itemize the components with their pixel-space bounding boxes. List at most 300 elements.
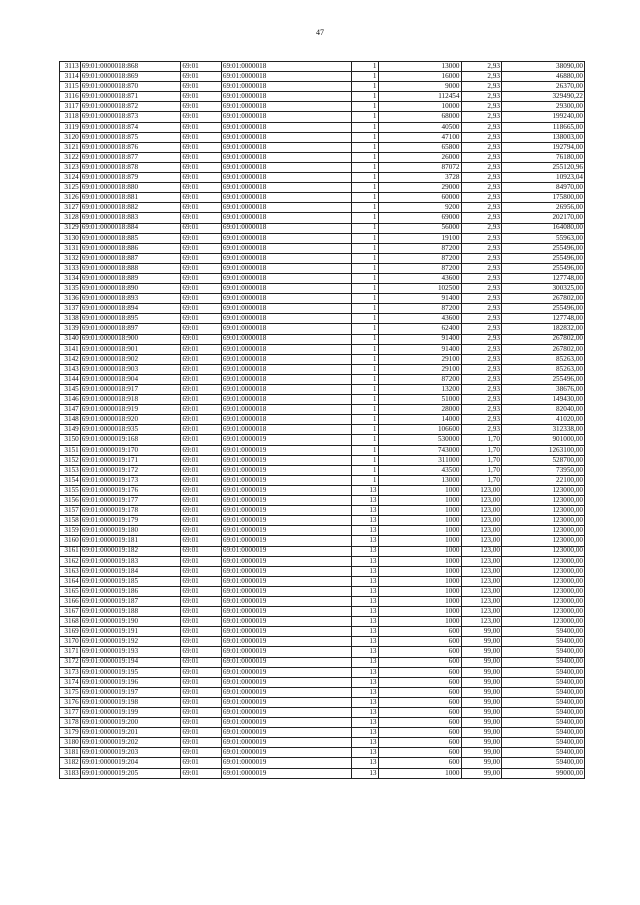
cadastral-value-cell: 38090,00 xyxy=(501,62,584,72)
cadastral-district-cell: 69:01 xyxy=(181,475,221,485)
cadastral-district-cell: 69:01 xyxy=(181,445,221,455)
table-row xyxy=(60,253,585,263)
cadastral-block-cell: 69:01:0000018 xyxy=(221,183,351,193)
cadastral-district-cell: 69:01 xyxy=(181,566,221,576)
cadastral-block-cell: 69:01:0000019 xyxy=(221,627,351,637)
rate-cell: 2,93 xyxy=(461,273,501,283)
cadastral-block-cell: 69:01:0000018 xyxy=(221,304,351,314)
cadastral-block-cell: 69:01:0000018 xyxy=(221,162,351,172)
cadastral-number-cell: 69:01:0000019:195 xyxy=(80,667,181,677)
table-row xyxy=(60,617,585,627)
area-cell: 1000 xyxy=(378,526,461,536)
category-cell: 1 xyxy=(351,405,378,415)
rate-cell: 123,00 xyxy=(461,617,501,627)
row-number-cell: 3176 xyxy=(60,697,81,707)
rate-cell: 2,93 xyxy=(461,183,501,193)
rate-cell: 99,00 xyxy=(461,718,501,728)
cadastral-number-cell: 69:01:0000018:919 xyxy=(80,405,181,415)
cadastral-number-cell: 69:01:0000019:197 xyxy=(80,687,181,697)
cadastral-district-cell: 69:01 xyxy=(181,596,221,606)
cadastral-value-cell: 59400,00 xyxy=(501,708,584,718)
cadastral-block-cell: 69:01:0000018 xyxy=(221,72,351,82)
rate-cell: 2,93 xyxy=(461,253,501,263)
category-cell: 1 xyxy=(351,112,378,122)
table-row xyxy=(60,395,585,405)
table-row xyxy=(60,102,585,112)
cadastral-block-cell: 69:01:0000018 xyxy=(221,243,351,253)
cadastral-number-cell: 69:01:0000018:887 xyxy=(80,253,181,263)
row-number-cell: 3136 xyxy=(60,294,81,304)
cadastral-block-cell: 69:01:0000018 xyxy=(221,223,351,233)
table-row xyxy=(60,526,585,536)
row-number-cell: 3118 xyxy=(60,112,81,122)
category-cell: 1 xyxy=(351,273,378,283)
cadastral-value-cell: 59400,00 xyxy=(501,697,584,707)
cadastral-value-cell: 73950,00 xyxy=(501,465,584,475)
rate-cell: 2,93 xyxy=(461,213,501,223)
row-number-cell: 3132 xyxy=(60,253,81,263)
category-cell: 1 xyxy=(351,162,378,172)
category-cell: 13 xyxy=(351,546,378,556)
rate-cell: 123,00 xyxy=(461,485,501,495)
table-row xyxy=(60,142,585,152)
cadastral-number-cell: 69:01:0000018:872 xyxy=(80,102,181,112)
cadastral-block-cell: 69:01:0000019 xyxy=(221,455,351,465)
cadastral-district-cell: 69:01 xyxy=(181,62,221,72)
cadastral-value-cell: 59400,00 xyxy=(501,687,584,697)
cadastral-value-cell: 76180,00 xyxy=(501,152,584,162)
area-cell: 600 xyxy=(378,728,461,738)
cadastral-value-cell: 202170,00 xyxy=(501,213,584,223)
cadastral-district-cell: 69:01 xyxy=(181,132,221,142)
category-cell: 1 xyxy=(351,364,378,374)
rate-cell: 2,93 xyxy=(461,72,501,82)
rate-cell: 2,93 xyxy=(461,395,501,405)
rate-cell: 1,70 xyxy=(461,465,501,475)
rate-cell: 123,00 xyxy=(461,556,501,566)
cadastral-number-cell: 69:01:0000019:186 xyxy=(80,586,181,596)
table-row xyxy=(60,173,585,183)
category-cell: 13 xyxy=(351,697,378,707)
cadastral-number-cell: 69:01:0000019:196 xyxy=(80,677,181,687)
rate-cell: 2,93 xyxy=(461,334,501,344)
area-cell: 311000 xyxy=(378,455,461,465)
cadastral-block-cell: 69:01:0000019 xyxy=(221,617,351,627)
table-row xyxy=(60,385,585,395)
category-cell: 1 xyxy=(351,253,378,263)
rate-cell: 2,93 xyxy=(461,62,501,72)
category-cell: 13 xyxy=(351,687,378,697)
area-cell: 1000 xyxy=(378,586,461,596)
area-cell: 600 xyxy=(378,637,461,647)
area-cell: 91400 xyxy=(378,294,461,304)
cadastral-block-cell: 69:01:0000018 xyxy=(221,132,351,142)
cadastral-number-cell: 69:01:0000018:885 xyxy=(80,233,181,243)
cadastral-number-cell: 69:01:0000018:917 xyxy=(80,385,181,395)
table-row xyxy=(60,62,585,72)
row-number-cell: 3130 xyxy=(60,233,81,243)
row-number-cell: 3171 xyxy=(60,647,81,657)
cadastral-number-cell: 69:01:0000019:168 xyxy=(80,435,181,445)
cadastral-number-cell: 69:01:0000018:874 xyxy=(80,122,181,132)
area-cell: 600 xyxy=(378,708,461,718)
table-row xyxy=(60,344,585,354)
table-row xyxy=(60,193,585,203)
cadastral-district-cell: 69:01 xyxy=(181,162,221,172)
cadastral-block-cell: 69:01:0000019 xyxy=(221,586,351,596)
land-plot-register-table xyxy=(59,61,585,779)
row-number-cell: 3120 xyxy=(60,132,81,142)
cadastral-district-cell: 69:01 xyxy=(181,92,221,102)
row-number-cell: 3161 xyxy=(60,546,81,556)
cadastral-number-cell: 69:01:0000019:177 xyxy=(80,496,181,506)
cadastral-number-cell: 69:01:0000019:184 xyxy=(80,566,181,576)
cadastral-block-cell: 69:01:0000019 xyxy=(221,526,351,536)
row-number-cell: 3142 xyxy=(60,354,81,364)
cadastral-value-cell: 59400,00 xyxy=(501,667,584,677)
rate-cell: 123,00 xyxy=(461,496,501,506)
table-row xyxy=(60,485,585,495)
category-cell: 13 xyxy=(351,728,378,738)
cadastral-number-cell: 69:01:0000018:918 xyxy=(80,395,181,405)
category-cell: 1 xyxy=(351,435,378,445)
cadastral-block-cell: 69:01:0000019 xyxy=(221,496,351,506)
area-cell: 51000 xyxy=(378,395,461,405)
area-cell: 1000 xyxy=(378,617,461,627)
row-number-cell: 3165 xyxy=(60,586,81,596)
cadastral-number-cell: 69:01:0000018:893 xyxy=(80,294,181,304)
cadastral-block-cell: 69:01:0000018 xyxy=(221,193,351,203)
category-cell: 13 xyxy=(351,657,378,667)
area-cell: 1000 xyxy=(378,566,461,576)
rate-cell: 1,70 xyxy=(461,445,501,455)
cadastral-number-cell: 69:01:0000018:901 xyxy=(80,344,181,354)
cadastral-district-cell: 69:01 xyxy=(181,576,221,586)
area-cell: 28000 xyxy=(378,405,461,415)
row-number-cell: 3149 xyxy=(60,425,81,435)
row-number-cell: 3123 xyxy=(60,162,81,172)
rate-cell: 99,00 xyxy=(461,687,501,697)
cadastral-value-cell: 123000,00 xyxy=(501,617,584,627)
cadastral-block-cell: 69:01:0000018 xyxy=(221,173,351,183)
category-cell: 13 xyxy=(351,556,378,566)
category-cell: 1 xyxy=(351,122,378,132)
row-number-cell: 3126 xyxy=(60,193,81,203)
rate-cell: 1,70 xyxy=(461,455,501,465)
rate-cell: 123,00 xyxy=(461,516,501,526)
cadastral-district-cell: 69:01 xyxy=(181,728,221,738)
table-row xyxy=(60,374,585,384)
row-number-cell: 3113 xyxy=(60,62,81,72)
cadastral-value-cell: 255496,00 xyxy=(501,243,584,253)
cadastral-block-cell: 69:01:0000019 xyxy=(221,536,351,546)
cadastral-block-cell: 69:01:0000019 xyxy=(221,506,351,516)
row-number-cell: 3144 xyxy=(60,374,81,384)
rate-cell: 1,70 xyxy=(461,435,501,445)
rate-cell: 2,93 xyxy=(461,294,501,304)
category-cell: 13 xyxy=(351,708,378,718)
row-number-cell: 3114 xyxy=(60,72,81,82)
area-cell: 600 xyxy=(378,718,461,728)
area-cell: 112454 xyxy=(378,92,461,102)
table-row xyxy=(60,475,585,485)
cadastral-district-cell: 69:01 xyxy=(181,708,221,718)
cadastral-number-cell: 69:01:0000018:894 xyxy=(80,304,181,314)
cadastral-district-cell: 69:01 xyxy=(181,586,221,596)
row-number-cell: 3137 xyxy=(60,304,81,314)
table-row xyxy=(60,687,585,697)
area-cell: 43600 xyxy=(378,273,461,283)
cadastral-value-cell: 123000,00 xyxy=(501,506,584,516)
cadastral-block-cell: 69:01:0000018 xyxy=(221,152,351,162)
cadastral-value-cell: 59400,00 xyxy=(501,728,584,738)
row-number-cell: 3178 xyxy=(60,718,81,728)
cadastral-block-cell: 69:01:0000018 xyxy=(221,122,351,132)
category-cell: 1 xyxy=(351,203,378,213)
cadastral-number-cell: 69:01:0000019:191 xyxy=(80,627,181,637)
rate-cell: 123,00 xyxy=(461,546,501,556)
cadastral-district-cell: 69:01 xyxy=(181,324,221,334)
row-number-cell: 3157 xyxy=(60,506,81,516)
area-cell: 47100 xyxy=(378,132,461,142)
cadastral-district-cell: 69:01 xyxy=(181,506,221,516)
rate-cell: 99,00 xyxy=(461,697,501,707)
cadastral-number-cell: 69:01:0000018:880 xyxy=(80,183,181,193)
rate-cell: 2,93 xyxy=(461,82,501,92)
cadastral-district-cell: 69:01 xyxy=(181,496,221,506)
category-cell: 1 xyxy=(351,142,378,152)
rate-cell: 1,70 xyxy=(461,475,501,485)
cadastral-value-cell: 123000,00 xyxy=(501,485,584,495)
area-cell: 1000 xyxy=(378,556,461,566)
cadastral-block-cell: 69:01:0000018 xyxy=(221,102,351,112)
cadastral-value-cell: 10923,04 xyxy=(501,173,584,183)
table-row xyxy=(60,576,585,586)
category-cell: 1 xyxy=(351,334,378,344)
category-cell: 13 xyxy=(351,718,378,728)
rate-cell: 2,93 xyxy=(461,92,501,102)
category-cell: 13 xyxy=(351,647,378,657)
area-cell: 1000 xyxy=(378,485,461,495)
cadastral-number-cell: 69:01:0000019:171 xyxy=(80,455,181,465)
cadastral-district-cell: 69:01 xyxy=(181,607,221,617)
table-row xyxy=(60,496,585,506)
cadastral-value-cell: 138003,00 xyxy=(501,132,584,142)
row-number-cell: 3154 xyxy=(60,475,81,485)
cadastral-block-cell: 69:01:0000019 xyxy=(221,596,351,606)
category-cell: 1 xyxy=(351,173,378,183)
cadastral-number-cell: 69:01:0000018:878 xyxy=(80,162,181,172)
cadastral-block-cell: 69:01:0000018 xyxy=(221,142,351,152)
row-number-cell: 3153 xyxy=(60,465,81,475)
rate-cell: 99,00 xyxy=(461,647,501,657)
cadastral-value-cell: 528700,00 xyxy=(501,455,584,465)
area-cell: 600 xyxy=(378,647,461,657)
category-cell: 13 xyxy=(351,506,378,516)
table-row xyxy=(60,637,585,647)
cadastral-block-cell: 69:01:0000019 xyxy=(221,697,351,707)
table-row xyxy=(60,708,585,718)
cadastral-block-cell: 69:01:0000019 xyxy=(221,748,351,758)
area-cell: 600 xyxy=(378,657,461,667)
table-row xyxy=(60,607,585,617)
cadastral-number-cell: 69:01:0000018:900 xyxy=(80,334,181,344)
category-cell: 13 xyxy=(351,667,378,677)
cadastral-value-cell: 123000,00 xyxy=(501,596,584,606)
rate-cell: 2,93 xyxy=(461,132,501,142)
category-cell: 13 xyxy=(351,516,378,526)
cadastral-number-cell: 69:01:0000019:172 xyxy=(80,465,181,475)
cadastral-district-cell: 69:01 xyxy=(181,657,221,667)
category-cell: 13 xyxy=(351,586,378,596)
table-row xyxy=(60,273,585,283)
area-cell: 19100 xyxy=(378,233,461,243)
cadastral-value-cell: 59400,00 xyxy=(501,758,584,768)
cadastral-value-cell: 123000,00 xyxy=(501,607,584,617)
row-number-cell: 3177 xyxy=(60,708,81,718)
cadastral-number-cell: 69:01:0000018:875 xyxy=(80,132,181,142)
rate-cell: 2,93 xyxy=(461,193,501,203)
row-number-cell: 3122 xyxy=(60,152,81,162)
row-number-cell: 3115 xyxy=(60,82,81,92)
rate-cell: 99,00 xyxy=(461,768,501,778)
row-number-cell: 3147 xyxy=(60,405,81,415)
cadastral-value-cell: 312338,00 xyxy=(501,425,584,435)
rate-cell: 123,00 xyxy=(461,607,501,617)
category-cell: 1 xyxy=(351,193,378,203)
cadastral-number-cell: 69:01:0000019:181 xyxy=(80,536,181,546)
area-cell: 102500 xyxy=(378,284,461,294)
rate-cell: 123,00 xyxy=(461,536,501,546)
rate-cell: 123,00 xyxy=(461,576,501,586)
rate-cell: 2,93 xyxy=(461,112,501,122)
cadastral-value-cell: 149430,00 xyxy=(501,395,584,405)
cadastral-number-cell: 69:01:0000019:194 xyxy=(80,657,181,667)
cadastral-block-cell: 69:01:0000019 xyxy=(221,768,351,778)
row-number-cell: 3150 xyxy=(60,435,81,445)
cadastral-number-cell: 69:01:0000019:200 xyxy=(80,718,181,728)
table-row xyxy=(60,223,585,233)
cadastral-district-cell: 69:01 xyxy=(181,687,221,697)
cadastral-block-cell: 69:01:0000019 xyxy=(221,738,351,748)
rate-cell: 2,93 xyxy=(461,152,501,162)
cadastral-block-cell: 69:01:0000019 xyxy=(221,485,351,495)
table-row xyxy=(60,677,585,687)
cadastral-number-cell: 69:01:0000018:883 xyxy=(80,213,181,223)
cadastral-value-cell: 59400,00 xyxy=(501,748,584,758)
table-body xyxy=(60,62,585,779)
cadastral-block-cell: 69:01:0000019 xyxy=(221,435,351,445)
row-number-cell: 3124 xyxy=(60,173,81,183)
category-cell: 13 xyxy=(351,617,378,627)
table-row xyxy=(60,213,585,223)
cadastral-district-cell: 69:01 xyxy=(181,455,221,465)
category-cell: 1 xyxy=(351,223,378,233)
rate-cell: 2,93 xyxy=(461,102,501,112)
area-cell: 3728 xyxy=(378,173,461,183)
cadastral-value-cell: 267802,00 xyxy=(501,344,584,354)
table-row xyxy=(60,132,585,142)
rate-cell: 2,93 xyxy=(461,142,501,152)
cadastral-value-cell: 127748,00 xyxy=(501,314,584,324)
category-cell: 13 xyxy=(351,576,378,586)
table-row xyxy=(60,728,585,738)
cadastral-block-cell: 69:01:0000019 xyxy=(221,677,351,687)
row-number-cell: 3180 xyxy=(60,738,81,748)
area-cell: 600 xyxy=(378,677,461,687)
row-number-cell: 3145 xyxy=(60,385,81,395)
cadastral-value-cell: 267802,00 xyxy=(501,334,584,344)
row-number-cell: 3156 xyxy=(60,496,81,506)
area-cell: 69000 xyxy=(378,213,461,223)
table-row xyxy=(60,162,585,172)
cadastral-value-cell: 123000,00 xyxy=(501,576,584,586)
category-cell: 1 xyxy=(351,92,378,102)
rate-cell: 99,00 xyxy=(461,627,501,637)
cadastral-value-cell: 123000,00 xyxy=(501,526,584,536)
table-row xyxy=(60,263,585,273)
area-cell: 16000 xyxy=(378,72,461,82)
area-cell: 56000 xyxy=(378,223,461,233)
area-cell: 1000 xyxy=(378,607,461,617)
cadastral-block-cell: 69:01:0000018 xyxy=(221,314,351,324)
area-cell: 91400 xyxy=(378,344,461,354)
area-cell: 600 xyxy=(378,667,461,677)
cadastral-value-cell: 29300,00 xyxy=(501,102,584,112)
cadastral-value-cell: 901000,00 xyxy=(501,435,584,445)
cadastral-district-cell: 69:01 xyxy=(181,203,221,213)
area-cell: 10000 xyxy=(378,102,461,112)
cadastral-value-cell: 164080,00 xyxy=(501,223,584,233)
category-cell: 1 xyxy=(351,82,378,92)
cadastral-value-cell: 255496,00 xyxy=(501,304,584,314)
cadastral-number-cell: 69:01:0000018:888 xyxy=(80,263,181,273)
cadastral-number-cell: 69:01:0000018:897 xyxy=(80,324,181,334)
cadastral-district-cell: 69:01 xyxy=(181,677,221,687)
cadastral-number-cell: 69:01:0000019:187 xyxy=(80,596,181,606)
category-cell: 13 xyxy=(351,536,378,546)
cadastral-value-cell: 85263,00 xyxy=(501,354,584,364)
area-cell: 743000 xyxy=(378,445,461,455)
table-row xyxy=(60,233,585,243)
cadastral-block-cell: 69:01:0000019 xyxy=(221,607,351,617)
row-number-cell: 3183 xyxy=(60,768,81,778)
cadastral-block-cell: 69:01:0000018 xyxy=(221,62,351,72)
category-cell: 1 xyxy=(351,415,378,425)
row-number-cell: 3163 xyxy=(60,566,81,576)
area-cell: 68000 xyxy=(378,112,461,122)
row-number-cell: 3139 xyxy=(60,324,81,334)
row-number-cell: 3175 xyxy=(60,687,81,697)
cadastral-number-cell: 69:01:0000018:871 xyxy=(80,92,181,102)
cadastral-number-cell: 69:01:0000018:886 xyxy=(80,243,181,253)
cadastral-block-cell: 69:01:0000018 xyxy=(221,374,351,384)
cadastral-block-cell: 69:01:0000018 xyxy=(221,344,351,354)
category-cell: 13 xyxy=(351,607,378,617)
cadastral-number-cell: 69:01:0000019:201 xyxy=(80,728,181,738)
cadastral-number-cell: 69:01:0000019:180 xyxy=(80,526,181,536)
cadastral-number-cell: 69:01:0000018:882 xyxy=(80,203,181,213)
category-cell: 13 xyxy=(351,526,378,536)
area-cell: 87200 xyxy=(378,374,461,384)
cadastral-number-cell: 69:01:0000019:193 xyxy=(80,647,181,657)
cadastral-number-cell: 69:01:0000019:205 xyxy=(80,768,181,778)
table-row xyxy=(60,405,585,415)
cadastral-block-cell: 69:01:0000018 xyxy=(221,354,351,364)
cadastral-block-cell: 69:01:0000019 xyxy=(221,546,351,556)
row-number-cell: 3158 xyxy=(60,516,81,526)
cadastral-value-cell: 255120,96 xyxy=(501,162,584,172)
